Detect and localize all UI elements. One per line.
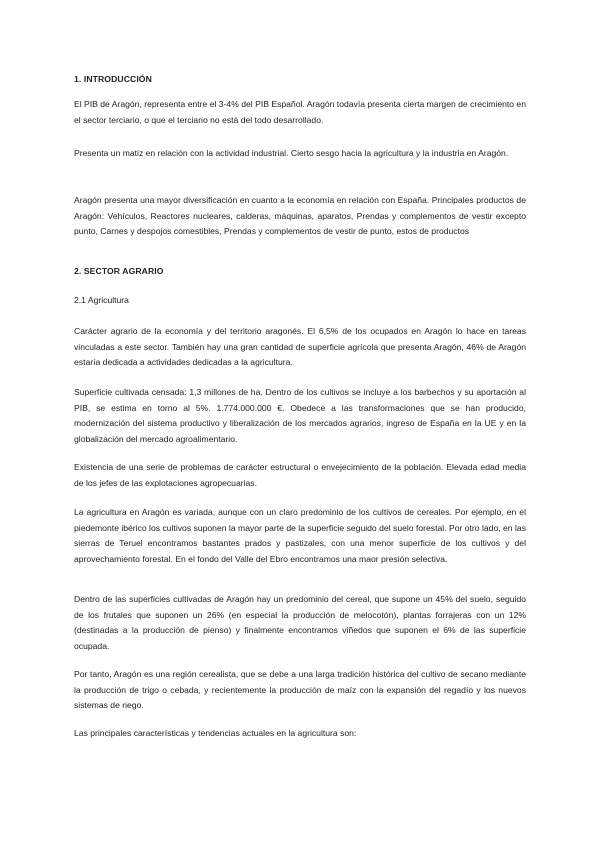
paragraph-superficie-cultivada: Superficie cultivada censada: 1,3 millones de ha. Dentro de los cultivos se incluye a los barbechos y su aportación al PIB, se estima en torno al 5%. 1.774.000.000 €. Obedece a las transformaciones que se han producido, modernización del sistema productivo y liberalización de los mercados agrarios, ingreso de España en la UE y en la globalización del mercado agroalimentario. xyxy=(74,387,526,444)
paragraph-pib: El PIB de Aragón, representa entre el 3-4% del PIB Español. Aragón todavía presenta cierta margen de crecimiento en el sector terciario, o que el terciario no está del todo desarrollado. xyxy=(74,99,526,125)
heading-agricultura: 2.1 Agricultura xyxy=(74,295,129,305)
heading-sector-agrario: 2. SECTOR AGRARIO xyxy=(74,266,164,276)
paragraph-caracter-agrario: Carácter agrario de la economía y del territorio aragonés. El 6,5% de los ocupados en Aragón lo hace en tareas vinculadas a este sector. También hay una gran cantidad de superficie agrícola que presenta Aragón, 46% de Aragón estaría dedicada a actividades dedicadas a la agricultura. xyxy=(74,326,526,368)
paragraph-agricultura-variada: La agricultura en Aragón es variada, aunque con un claro predominio de los cultivos de cereales. Por ejemplo, en el piedemonte ibérico los cultivos suponen la mayor parte de la superficie seguido del suelo forestal. Por otro lado, en las sierras de Teruel encontramos bastantes prados y pastizales, con una menor superficie de los cultivos y del aprovechamiento forestal. En el fondo del Valle del Ebro encontramos una maor presión selectiva. xyxy=(74,507,526,564)
paragraph-diversificacion: Aragón presenta una mayor diversificación en cuanto a la economía en relación con España. Principales productos de Aragón: Vehículos, Reactores nucleares, calderas, máquinas, aparatos, Prendas y complementos de vestir excepto punto, Carnes y despojos comestibles, Prendas y complementos de vestir de punto, estos de productos xyxy=(74,195,526,237)
paragraph-region-cerealista: Por tanto, Aragón es una región cerealista, que se debe a una larga tradición histórica del cultivo de secano mediante la producción de trigo o cebada, y recientemente la producción de maíz con la expansión del regadío y los nuevos sistemas de riego. xyxy=(74,669,526,711)
paragraph-problemas-estructurales: Existencia de una serie de problemas de carácter estructural o envejecimiento de la población. Elevada edad media de los jefes de las explotaciones agropecuarias. xyxy=(74,462,526,488)
paragraph-superficies-cultivadas: Dentro de las superficies cultivadas de Aragón hay un predominio del cereal, que supone un 45% del suelo, seguido de los frutales que suponen un 26% (en especial la producción de melocotón), plantas forrajeras con un 12% (destinadas a la producción de pienso) y finalmente encontramos viñedos que suponen el 6% de las superficie ocupada. xyxy=(74,594,526,651)
heading-introduccion: 1. INTRODUCCIÓN xyxy=(74,74,152,84)
paragraph-matiz: Presenta un matiz en relación con la actividad industrial. Cierto sesgo hacia la agricultura y la industria en Aragón. xyxy=(74,148,509,158)
paragraph-caracteristicas: Las principales características y tendencias actuales en la agricultura son: xyxy=(74,728,357,738)
